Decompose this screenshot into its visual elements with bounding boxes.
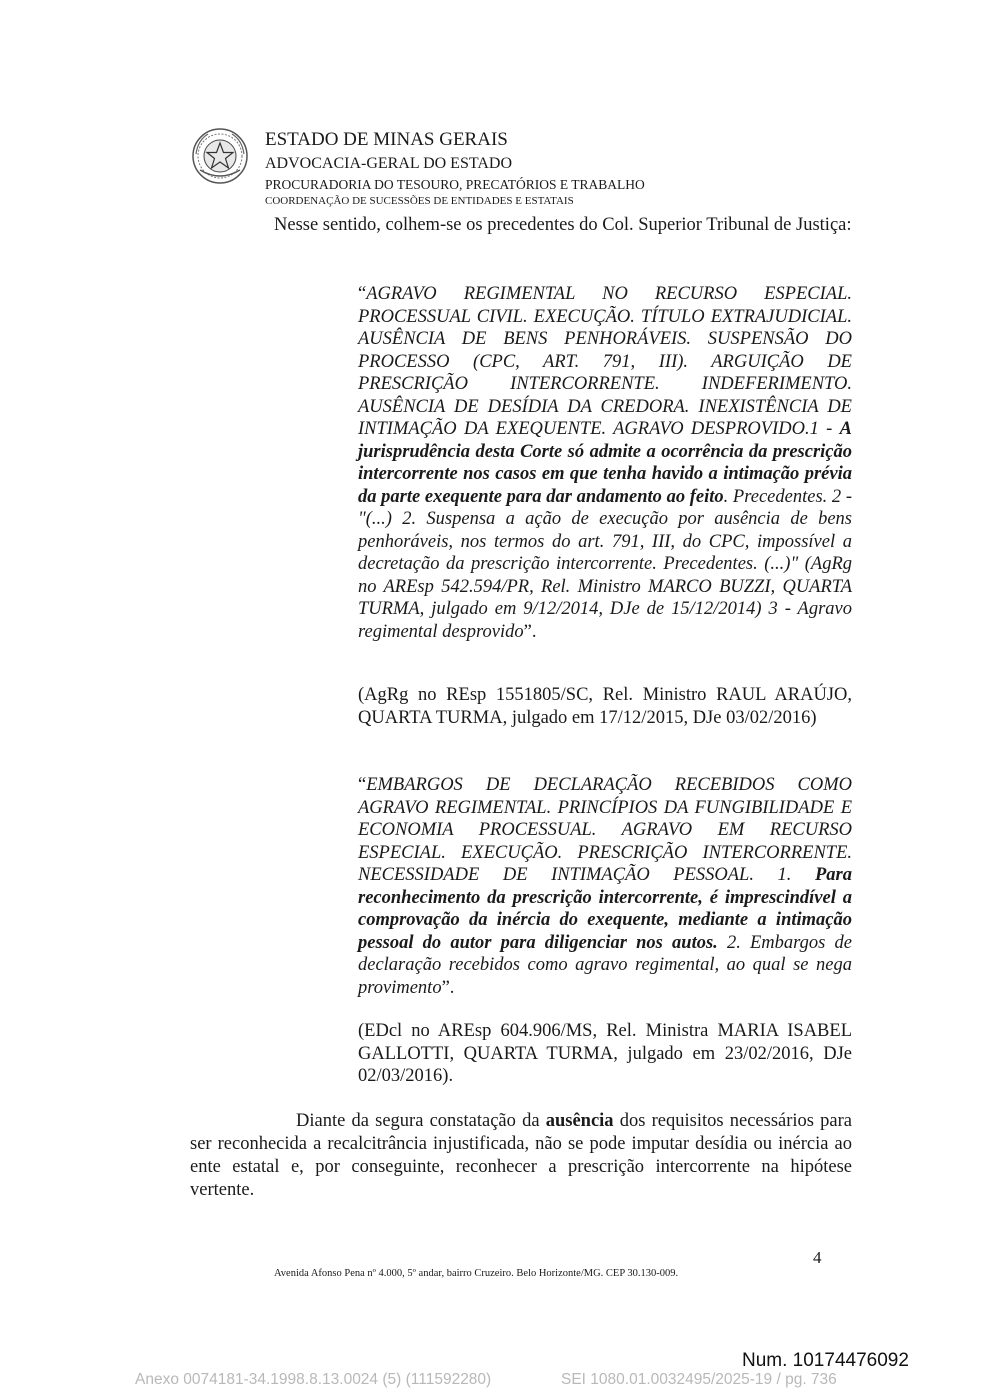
quote-bold-text: A jurisprudência desta Corte só admite a ocorrência da prescrição intercorrente nos casos em que tenha havido a intimação prévia da parte exequente para dar andamento ao feito bbox=[358, 419, 852, 507]
quote-close-mark: ”. bbox=[441, 977, 455, 998]
conclusion-text-after: dos requisitos necessários para ser reconhecida a recalcitrância injustificada, não se pode imputar desídia ou inércia ao ente estatal e, por conseguinte, reconhecer a prescrição intercorrente na hipótese vertente. bbox=[190, 1111, 853, 1200]
citation-1: (AgRg no REsp 1551805/SC, Rel. Ministro RAUL ARAÚJO, QUARTA TURMA, julgado em 17/12/2015, DJe 03/02/2016) bbox=[358, 685, 852, 728]
sei-watermark: SEI 1080.01.0032495/2025-19 / pg. 736 bbox=[561, 1371, 837, 1388]
document-number-stamp: Num. 10174476092 bbox=[742, 1350, 909, 1371]
quote-italic-rest: 2. Embargos de declaração recebidos como agravo regimental, ao qual se nega provimento bbox=[358, 932, 852, 998]
header-state: ESTADO DE MINAS GERAIS bbox=[265, 129, 508, 150]
quote-bold-text: Para reconhecimento da prescrição intercorrente, é imprescindível a comprovação da inércia do exequente, mediante a intimação pessoal do autor para diligenciar nos autos. bbox=[358, 865, 852, 953]
quote-close-mark: ”. bbox=[523, 621, 537, 642]
page-number: 4 bbox=[813, 1248, 822, 1267]
quote-open-mark: “ bbox=[358, 284, 367, 304]
intro-paragraph: Nesse sentido, colhem-se os precedentes do Col. Superior Tribunal de Justiça: bbox=[274, 215, 852, 235]
header-department: PROCURADORIA DO TESOURO, PRECATÓRIOS E TRABALHO bbox=[265, 177, 645, 192]
quote-italic-rest: . Precedentes. 2 - "(...) 2. Suspensa a ação de execução por ausência de bens penhoráveis, nos termos do art. 791, III, do CPC, impossível a decretação da prescrição intercorrente. Precedentes. (...)" (AgRg no AREsp 542.594/PR, Rel. Ministro MARCO BUZZI, QUARTA TURMA, julgado em 9/12/2014, DJe de 15/12/2014) 3 - Agravo regimental desprovido bbox=[358, 486, 853, 642]
precedent-quote-2 bbox=[358, 774, 852, 999]
conclusion-text-before: Diante da segura constatação da bbox=[296, 1111, 546, 1131]
header-coordination: COORDENAÇÃO DE SUCESSÕES DE ENTIDADES E ESTATAIS bbox=[265, 195, 574, 207]
precedent-quote-1 bbox=[358, 283, 852, 643]
conclusion-bold-word: ausência bbox=[545, 1111, 614, 1131]
footer-address: Avenida Afonso Pena nº 4.000, 5º andar, bairro Cruzeiro. Belo Horizonte/MG. CEP 30.130-009. bbox=[274, 1268, 679, 1279]
header-agency: ADVOCACIA-GERAL DO ESTADO bbox=[265, 155, 512, 172]
quote-italic-text: AGRAVO REGIMENTAL NO RECURSO ESPECIAL. PROCESSUAL CIVIL. EXECUÇÃO. TÍTULO EXTRAJUDICIAL. AUSÊNCIA DE BENS PENHORÁVEIS. SUSPENSÃO DO PROCESSO (CPC, ART. 791, III). ARGUIÇÃO DE PRESCRIÇÃO INTERCORRENTE. INDEFERIMENTO. AUSÊNCIA DE DESÍDIA DA CREDORA. INEXISTÊNCIA DE INTIMAÇÃO DA EXEQUENTE. AGRAVO DESPROVIDO.1 - bbox=[358, 284, 852, 439]
annex-watermark: Anexo 0074181-34.1998.8.13.0024 (5) (111592280) bbox=[135, 1371, 492, 1388]
coat-of-arms-seal-icon bbox=[190, 126, 250, 186]
quote-open-mark: “ bbox=[358, 775, 367, 795]
conclusion-paragraph bbox=[190, 1110, 852, 1202]
quote-italic-text: EMBARGOS DE DECLARAÇÃO RECEBIDOS COMO AGRAVO REGIMENTAL. PRINCÍPIOS DA FUNGIBILIDADE E ECONOMIA PROCESSUAL. AGRAVO EM RECURSO ESPECIAL. EXECUÇÃO. PRESCRIÇÃO INTERCORRENTE. NECESSIDADE DE INTIMAÇÃO PESSOAL. 1. bbox=[358, 775, 852, 885]
citation-2: (EDcl no AREsp 604.906/MS, Rel. Ministra MARIA ISABEL GALLOTTI, QUARTA TURMA, julgado em 23/02/2016, DJe 02/03/2016). bbox=[358, 1021, 852, 1086]
